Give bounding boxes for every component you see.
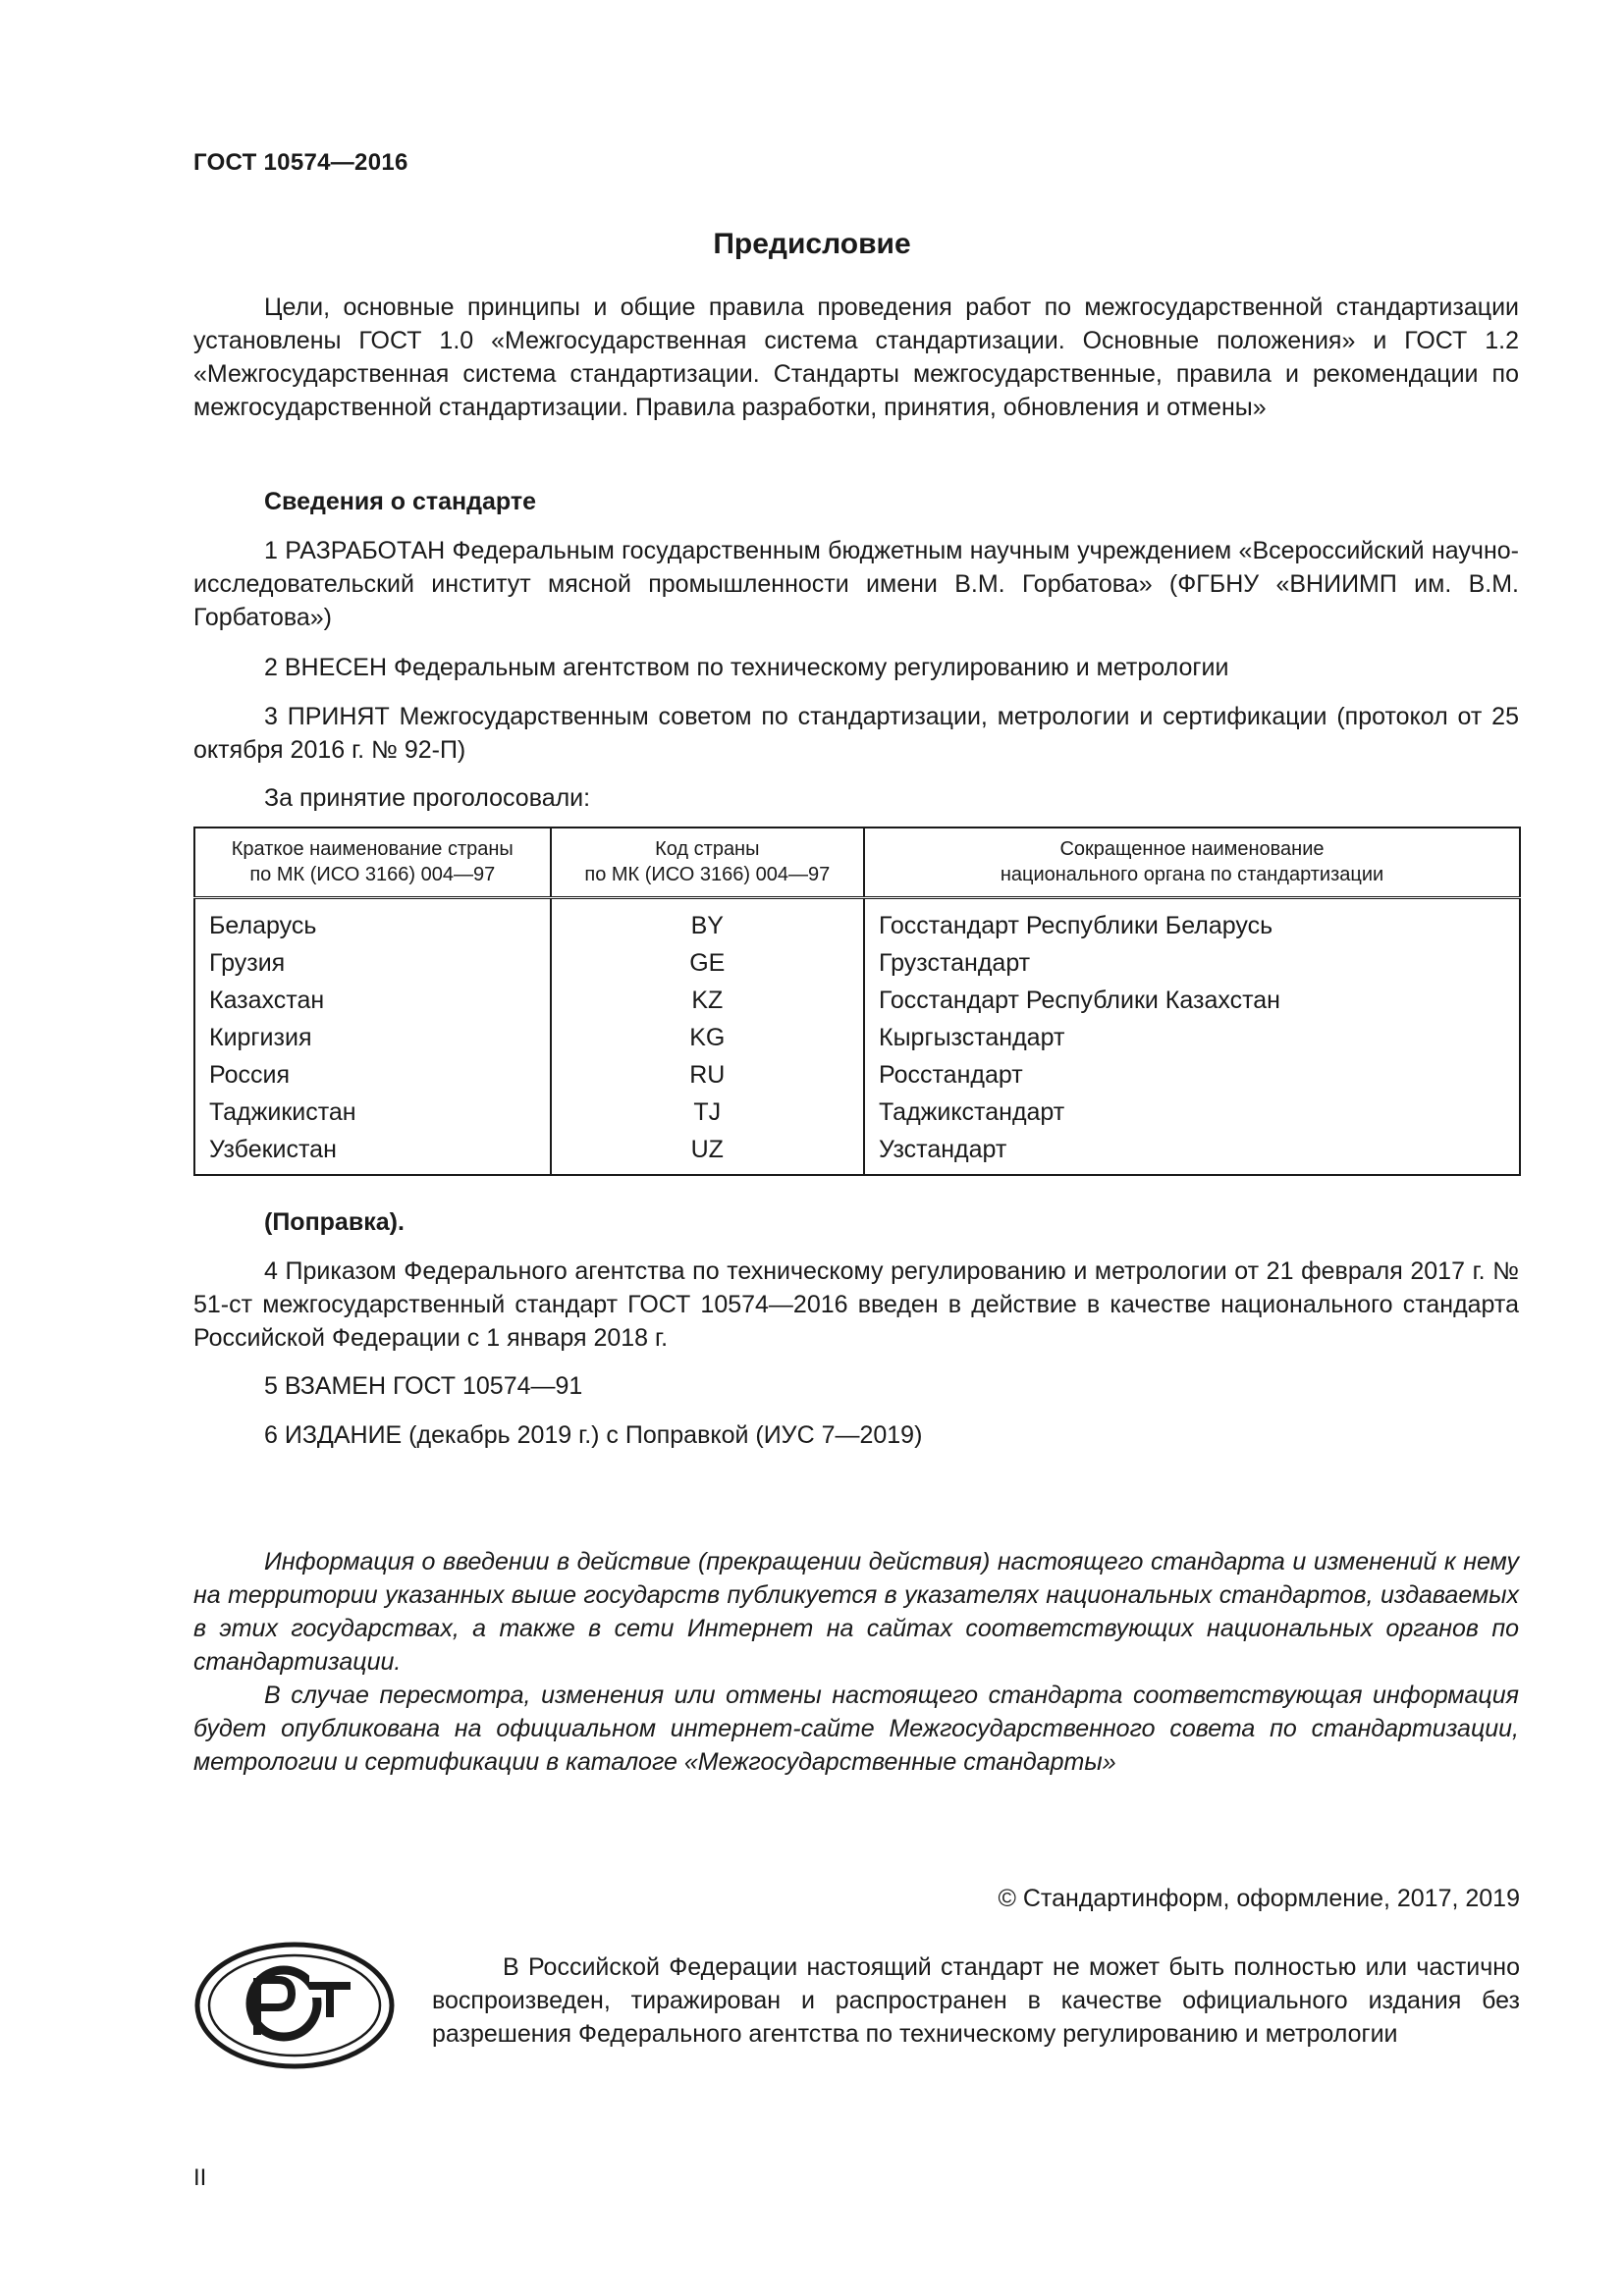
body-cell: Узстандарт [864, 1131, 1520, 1175]
vote-intro-text: За принятие проголосовали: [264, 784, 591, 812]
header-code-line2: по МК (ИСО 3166) 004—97 [584, 864, 831, 885]
table-row [194, 1131, 1520, 1175]
info-section [193, 485, 1519, 518]
item-1-text: 1 РАЗРАБОТАН Федеральным государственным бюджетным научным учреждением «Всероссийский научно-исследовательский институт мясной промышленности имени В.М. Горбатова» (ФГБНУ «ВНИИМП им. В.М. Горбатова») [193, 537, 1519, 631]
amendment-text: (Поправка). [264, 1208, 405, 1236]
item-3-text: 3 ПРИНЯТ Межгосударственным советом по стандартизации, метрологии и сертификации (протокол от 25 октября 2016 г. № 92-П) [193, 703, 1519, 764]
item-3 [193, 700, 1519, 767]
header-code [551, 828, 864, 898]
body-cell: Росстандарт [864, 1056, 1520, 1094]
table-row [194, 1019, 1520, 1056]
item-4-text: 4 Приказом Федерального агентства по техническому регулированию и метрологии от 21 февраля 2017 г. № 51-ст межгосударственный стандарт ГОСТ 10574—2016 введен в действие в качестве национального стандарта Российской Федерации с 1 января 2018 г. [193, 1257, 1519, 1352]
table-row [194, 944, 1520, 982]
copyright-line: © Стандартинформ, оформление, 2017, 2019 [998, 1885, 1520, 1912]
publication-info-paragraph: Информация о введении в действие (прекращении действия) настоящего стандарта и изменений к нему на территории указанных выше государств публикуется в указателях национальных стандартов, издаваемых в этих государствах, а также в сети Интернет на сайтах соответствующих национальных органов по стандартизации. [193, 1548, 1519, 1676]
header-country-line2: по МК (ИСО 3166) 004—97 [249, 864, 496, 885]
code-cell: KG [551, 1019, 864, 1056]
reproduction-notice-text: В Российской Федерации настоящий стандарт не может быть полностью или частично воспроизведен, тиражирован и распространен в качестве официального издания без разрешения Федерального агентства по техническому регулированию и метрологии [432, 1953, 1520, 2048]
amendment-note [193, 1205, 1519, 1239]
body-cell: Грузстандарт [864, 944, 1520, 982]
code-cell: BY [551, 898, 864, 945]
header-code-line1: Код страны [655, 838, 760, 860]
item-1 [193, 534, 1519, 634]
item-2 [193, 651, 1519, 684]
info-heading: Сведения о стандарте [264, 488, 537, 515]
revision-info-paragraph: В случае пересмотра, изменения или отмены настоящего стандарта соответствующая информация будет опубликована на официальном интернет-сайте Межгосударственного совета по стандартизации, метрологии и сертификации в каталоге «Межгосударственные стандарты» [193, 1682, 1519, 1776]
code-cell: KZ [551, 982, 864, 1019]
header-body-line1: Сокращенное наименование [1059, 838, 1325, 860]
header-body-line2: национального органа по стандартизации [1000, 864, 1384, 885]
country-cell: Россия [194, 1056, 551, 1094]
vote-intro [193, 781, 1519, 815]
item-6 [193, 1418, 1519, 1452]
item-5 [193, 1369, 1519, 1403]
code-cell: TJ [551, 1094, 864, 1131]
publication-info [193, 1545, 1519, 1779]
document-id: ГОСТ 10574—2016 [193, 149, 408, 176]
reproduction-notice [432, 1950, 1520, 2051]
header-country [194, 828, 551, 898]
header-country-line1: Краткое наименование страны [231, 838, 514, 860]
rst-certification-mark-icon [193, 1941, 396, 2070]
intro-paragraph: Цели, основные принципы и общие правила проведения работ по межгосударственной стандартизации установлены ГОСТ 1.0 «Межгосударственная система стандартизации. Основные положения» и ГОСТ 1.2 «Межгосударственная система стандартизации. Стандарты межгосударственные, правила и рекомендации по межгосударственной стандартизации. Правила разработки, принятия, обновления и отмены» [193, 294, 1519, 421]
header-body [864, 828, 1520, 898]
country-cell: Таджикистан [194, 1094, 551, 1131]
voting-countries-table [193, 827, 1521, 1176]
table-row [194, 898, 1520, 945]
item-4 [193, 1255, 1519, 1355]
body-cell: Госстандарт Республики Казахстан [864, 982, 1520, 1019]
body-cell: Таджикстандарт [864, 1094, 1520, 1131]
country-cell: Узбекистан [194, 1131, 551, 1175]
body-cell: Госстандарт Республики Беларусь [864, 898, 1520, 945]
body-cell: Кыргызстандарт [864, 1019, 1520, 1056]
country-cell: Грузия [194, 944, 551, 982]
country-cell: Киргизия [194, 1019, 551, 1056]
page-title: Предисловие [713, 228, 911, 260]
country-cell: Беларусь [194, 898, 551, 945]
table-row [194, 1094, 1520, 1131]
page-number: II [193, 2164, 207, 2191]
item-5-text: 5 ВЗАМЕН ГОСТ 10574—91 [264, 1372, 583, 1400]
country-cell: Казахстан [194, 982, 551, 1019]
code-cell: GE [551, 944, 864, 982]
table-row [194, 982, 1520, 1019]
item-6-text: 6 ИЗДАНИЕ (декабрь 2019 г.) с Поправкой (ИУС 7—2019) [264, 1421, 923, 1449]
item-2-text: 2 ВНЕСЕН Федеральным агентством по техническому регулированию и метрологии [264, 654, 1229, 681]
code-cell: UZ [551, 1131, 864, 1175]
code-cell: RU [551, 1056, 864, 1094]
intro-section [193, 291, 1519, 424]
table-header-row [194, 828, 1520, 898]
table-row [194, 1056, 1520, 1094]
